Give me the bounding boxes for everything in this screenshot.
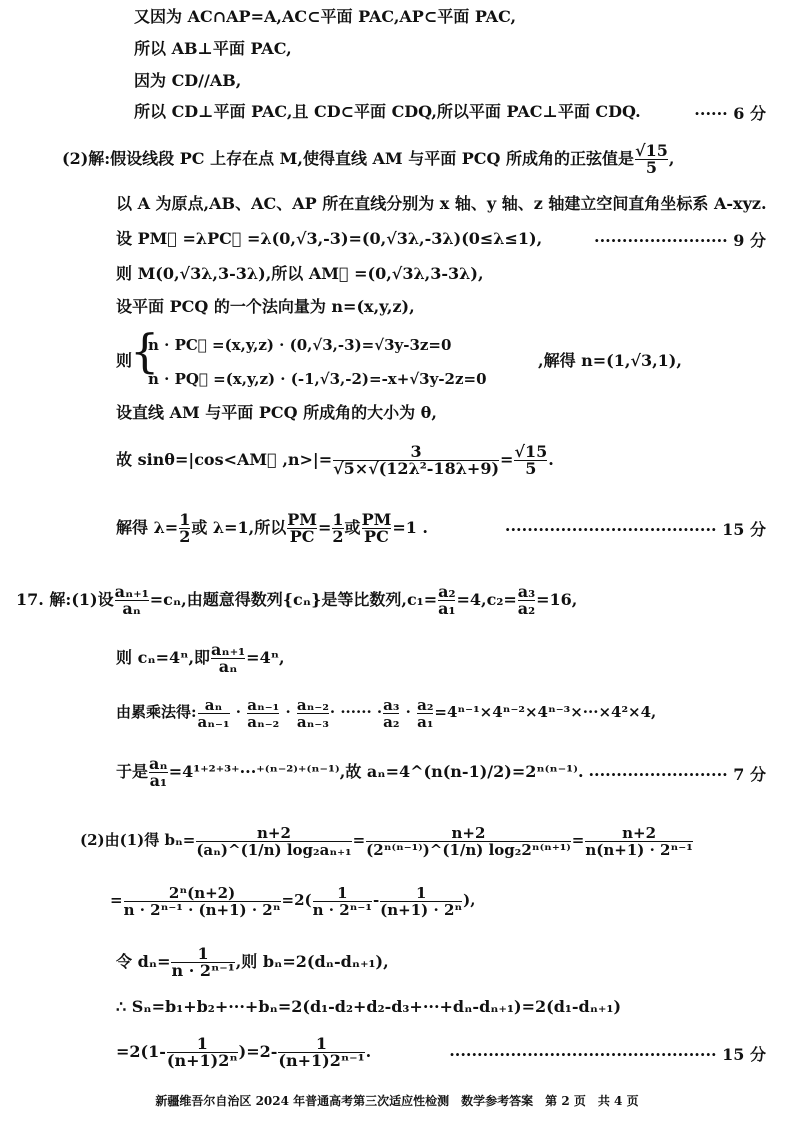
- equals: =: [318, 518, 332, 537]
- split-text-b: =2(: [281, 891, 312, 909]
- cp-frac-5: [417, 697, 433, 730]
- bn-formula: [80, 810, 694, 870]
- sin-prefix: 故 sinθ=|cos<AM⃗ ,n>|=: [116, 450, 333, 469]
- split-frac-3: [380, 885, 462, 918]
- an1-over-an: [115, 584, 149, 617]
- split-text-c: ),: [463, 891, 476, 909]
- q2-heading-text: (2)解:假设线段 PC 上存在点 M,使得直线 AM 与平面 PCQ 所成角的正弦值是: [62, 149, 635, 168]
- q2-heading: [62, 143, 674, 176]
- equals: =: [352, 831, 366, 849]
- frac-num: 1: [179, 510, 191, 529]
- frac-num: aₙ₊₁: [114, 582, 149, 601]
- frac-num: aₙ₊₁: [211, 640, 246, 659]
- bn-split: [110, 872, 476, 928]
- score-9: ························ 9 分: [594, 231, 766, 250]
- system-eq-2: n · PQ⃗ =(x,y,z) · (-1,√3,-2)=-x+√3y-2z=0: [148, 370, 487, 388]
- an-text-a: 于是: [116, 762, 149, 781]
- p17-text-a: 17. 解:(1)设: [16, 590, 114, 609]
- split-frac-2: [313, 885, 372, 918]
- p17-text-c: =4,c₂=: [456, 590, 517, 609]
- frac-num: 1: [332, 510, 344, 529]
- period: .: [548, 450, 554, 469]
- a2-over-a1: [438, 584, 455, 617]
- frac-den: n · 2ⁿ⁻¹: [171, 961, 235, 980]
- frac-num: a₂: [438, 582, 456, 601]
- problem-17-part1: [16, 580, 577, 620]
- cumulative-product: 由累乘法得: $\frac{\text{aₙ}}{\text{aₙ₋₁}}$ · $\frac{\text{aₙ₋₁}}{\text{aₙ₋₂}}$ · $\frac{\text{aₙ₋₂}}{\text{aₙ₋₃}}$ · ······ · $\frac{\text{a₃}}{\text{a₂}}$ · $\frac{\text{a₂}}{\text{a₁}}$ =4ⁿ⁻¹×4ⁿ⁻²×4ⁿ⁻³×···×4²×4,: [116, 695, 657, 731]
- score-6: ······ 6 分: [694, 104, 766, 123]
- cp-frac-2: [247, 697, 279, 730]
- bn-text-a: (2)由(1)得 bₙ=: [80, 831, 196, 849]
- lambda-solution: [116, 508, 428, 548]
- frac-den: (aₙ)^(1/n) log₂aₙ₊₁: [196, 840, 352, 859]
- frac-den: n · 2ⁿ⁻¹: [312, 900, 372, 919]
- frac-den: (n+1)2ⁿ: [166, 1051, 238, 1070]
- frac-den: 2: [179, 527, 191, 546]
- split-frac-1: [124, 885, 281, 918]
- frac-den: n · 2ⁿ⁻¹ · (n+1) · 2ⁿ: [123, 900, 281, 919]
- frac-num: 2ⁿ(n+2): [168, 883, 236, 902]
- frac-den: aₙ₋₁: [197, 712, 230, 731]
- frac-den: aₙ₋₂: [247, 712, 280, 731]
- frac-den: √5×√(12λ²-18λ+9): [333, 459, 500, 478]
- pm-pc-frac-2: [362, 512, 392, 545]
- one-half-frac-2: [332, 512, 343, 545]
- score-15-first: ······································ 15 分: [504, 520, 766, 539]
- frac-den: n(n+1) · 2ⁿ⁻¹: [585, 840, 693, 859]
- point-m: 则 M(0,√3λ,3-3λ),所以 AM⃗ =(0,√3λ,3-3λ),: [116, 264, 484, 283]
- frac-den: PC: [287, 528, 317, 545]
- frac-num: 1: [197, 944, 209, 963]
- equals: =: [500, 450, 514, 469]
- dn-text-b: ,则 bₙ=2(dₙ-dₙ₊₁),: [235, 952, 389, 971]
- frac-num: aₙ₋₁: [247, 695, 280, 714]
- dn-definition: [116, 942, 389, 982]
- cn-frac: [211, 642, 245, 675]
- frac-den: 5: [635, 159, 668, 176]
- sn-sum: ∴ Sₙ=b₁+b₂+···+bₙ=2(d₁-d₂+d₂-d₃+···+dₙ-dₙ₊₁)=2(d₁-dₙ₊₁): [116, 997, 622, 1016]
- p17-text-d: =16,: [536, 590, 578, 609]
- frac-num: a₂: [417, 695, 434, 714]
- frac-num: n+2: [257, 823, 291, 842]
- sol-text-e: =1 .: [392, 518, 428, 537]
- score-7: ························· 7 分: [588, 765, 766, 784]
- frac-num: n+2: [622, 823, 657, 842]
- cp-text-a: 由累乘法得:: [116, 703, 197, 721]
- system-brace: {: [130, 324, 160, 378]
- frac-den: 5: [514, 460, 547, 477]
- cp-frac-4: [383, 697, 399, 730]
- normal-vector-setup: 设平面 PCQ 的一个法向量为 n=(x,y,z),: [116, 297, 415, 316]
- cp-frac-3: [297, 697, 329, 730]
- sin-frac-2: [514, 444, 547, 477]
- proof-line-3: 因为 CD//AB,: [134, 71, 242, 90]
- frac-num: 1: [415, 883, 427, 902]
- bn-frac-1: [196, 825, 351, 858]
- frac-den: a₁: [438, 599, 456, 618]
- p17-text-b: =cₙ,由题意得数列{cₙ}是等比数列,c₁=: [149, 590, 438, 609]
- a3-over-a2: [518, 584, 535, 617]
- cn-text-b: =4ⁿ,: [246, 648, 285, 667]
- frac-num: aₙ₋₂: [296, 695, 329, 714]
- page-footer: 新疆维吾尔自治区 2024 年普通高考第三次适应性检测 数学参考答案 第 2 页 共 4 页: [155, 1094, 639, 1108]
- system-eq-1: n · PC⃗ =(x,y,z) · (0,√3,-3)=√3y-3z=0: [148, 336, 452, 354]
- frac-num: 1: [196, 1034, 208, 1053]
- frac-num: 1: [315, 1034, 328, 1053]
- proof-line-4: 所以 CD⊥平面 PAC,且 CD⊂平面 CDQ,所以平面 PAC⊥平面 CDQ.: [134, 102, 641, 121]
- system-result: ,解得 n=(1,√3,1),: [538, 351, 682, 370]
- final-frac-2: [278, 1036, 364, 1069]
- frac-num: √15: [635, 141, 668, 160]
- frac-num: aₙ: [149, 754, 168, 773]
- pm-vector: 设 PM⃗ =λPC⃗ =λ(0,√3,-3)=(0,√3λ,-3λ)(0≤λ≤1),: [116, 229, 543, 248]
- an-text-b: =4¹⁺²⁺³⁺···⁺⁽ⁿ⁻²⁾⁺⁽ⁿ⁻¹⁾,故 aₙ=4^(n(n-1)/2)=2ⁿ⁽ⁿ⁻¹⁾.: [168, 762, 584, 781]
- frac-den: aₙ: [211, 658, 245, 675]
- bn-frac-2: [366, 825, 571, 858]
- frac-num: √15: [514, 442, 548, 461]
- frac-num: n+2: [451, 823, 486, 842]
- frac-den: 2: [332, 527, 344, 546]
- sin-frac-1: [333, 444, 499, 477]
- frac-den: aₙ: [115, 600, 149, 617]
- frac-num: PM: [361, 510, 392, 529]
- cp-frac-1: [198, 697, 230, 730]
- proof-line-1: 又因为 AC∩AP=A,AC⊂平面 PAC,AP⊂平面 PAC,: [134, 7, 517, 26]
- minus: -: [372, 891, 380, 909]
- frac-den: a₂: [517, 599, 536, 618]
- frac-den: a₁: [149, 771, 168, 790]
- coord-setup: 以 A 为原点,AB、AC、AP 所在直线分别为 x 轴、y 轴、z 轴建立空间直角坐标系 A-xyz.: [116, 194, 767, 213]
- frac-den: (n+1) · 2ⁿ: [380, 900, 463, 919]
- frac-den: a₁: [417, 712, 434, 731]
- cn-text-a: 则 cₙ=4ⁿ,即: [116, 648, 211, 667]
- final-text-b: )=2-: [238, 1042, 278, 1061]
- angle-setup: 设直线 AM 与平面 PCQ 所成角的大小为 θ,: [116, 403, 437, 422]
- q2-heading-tail: ,: [668, 149, 675, 168]
- or-text: 或: [344, 518, 361, 537]
- frac-num: a₃: [517, 582, 536, 601]
- one-half-frac: [179, 512, 190, 545]
- score-15-second: ················································ 15 分: [449, 1045, 766, 1064]
- sol-text-a: 解得 λ=: [116, 518, 179, 537]
- pm-pc-frac-1: [287, 512, 317, 545]
- sqrt15-over-5: [635, 143, 668, 176]
- equals: =: [571, 831, 585, 849]
- sn-final: [116, 1030, 371, 1074]
- dn-text-a: 令 dₙ=: [116, 952, 171, 971]
- frac-den: PC: [362, 528, 392, 545]
- proof-line-2: 所以 AB⊥平面 PAC,: [134, 39, 292, 58]
- frac-num: 3: [410, 442, 422, 461]
- cn-formula: [116, 638, 285, 678]
- sin-formula: [116, 440, 554, 480]
- sol-text-b: 或 λ=1,所以: [191, 518, 287, 537]
- final-text-a: =2(1-: [116, 1042, 166, 1061]
- bn-frac-3: [585, 825, 692, 858]
- period: .: [365, 1042, 372, 1061]
- system-prefix: 则: [116, 351, 133, 370]
- frac-den: (n+1)2ⁿ⁻¹: [278, 1051, 365, 1070]
- frac-num: aₙ: [204, 695, 223, 714]
- equals: =: [110, 891, 123, 909]
- cp-dots: · ······ ·: [329, 703, 383, 721]
- frac-den: (2ⁿ⁽ⁿ⁻¹⁾)^(1/n) log₂2ⁿ⁽ⁿ⁺¹⁾: [366, 840, 571, 859]
- cp-text-b: =4ⁿ⁻¹×4ⁿ⁻²×4ⁿ⁻³×···×4²×4,: [434, 703, 657, 721]
- frac-num: a₃: [383, 695, 400, 714]
- dn-frac: [171, 946, 234, 979]
- frac-num: PM: [287, 510, 317, 529]
- frac-den: a₂: [383, 712, 400, 731]
- final-frac-1: [167, 1036, 238, 1069]
- an-formula: [116, 752, 584, 792]
- frac-num: 1: [337, 883, 348, 902]
- frac-den: aₙ₋₃: [296, 712, 329, 731]
- an-over-a1: [149, 756, 168, 789]
